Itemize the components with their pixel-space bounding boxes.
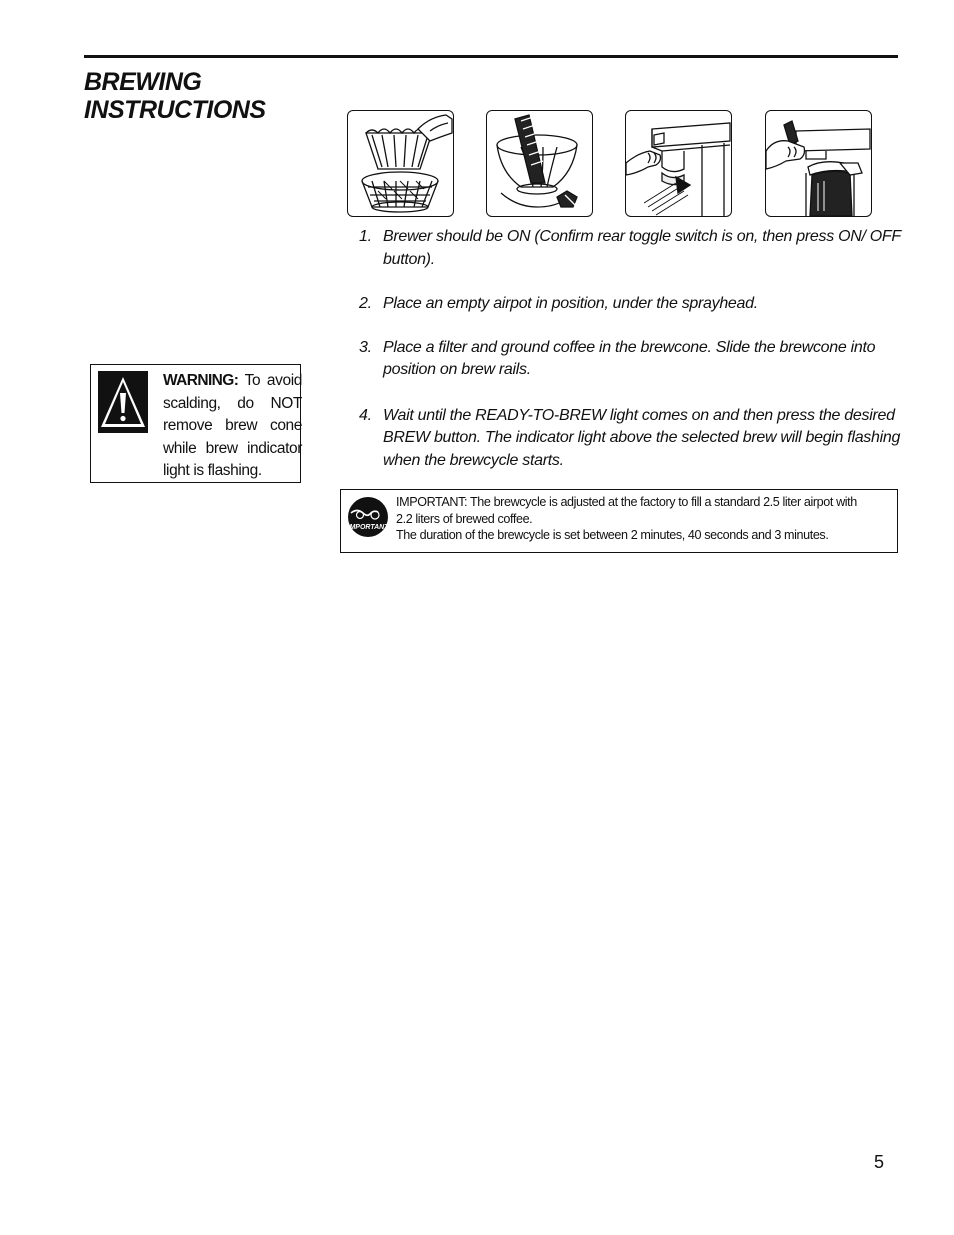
exclamation-triangle-icon (98, 371, 148, 433)
important-note-box (340, 489, 898, 553)
brewing-step (356, 226, 901, 271)
warning-box (90, 364, 301, 483)
important-line-1: IMPORTANT: The brewcycle is adjusted at the factory to fill a standard 2.5 liter airpot with (396, 495, 857, 509)
brewing-step (356, 337, 901, 382)
step-text: Wait until the READY-TO-BREW light comes on and then press the desired BREW button. The indicator light above the selected brew will begin flashing when the brewcycle starts. (383, 406, 901, 469)
brewing-step (356, 293, 901, 316)
step-number: 1. (359, 228, 372, 245)
page-number: 5 (874, 1152, 885, 1172)
warning-label: WARNING: (163, 372, 239, 389)
step-number: 4. (359, 406, 372, 424)
top-rule (84, 55, 898, 58)
warning-text (163, 370, 302, 483)
step-text: Place a filter and ground coffee in the brewcone. Slide the brewcone into position on brew rails. (383, 338, 876, 378)
step-text: Brewer should be ON (Confirm rear toggle switch is on, then press ON/ OFF button). (383, 228, 901, 268)
step-number: 2. (359, 295, 372, 312)
illustration-strip (347, 110, 872, 217)
important-glasses-icon (345, 496, 391, 538)
airpot-sprayhead-illustration (765, 110, 872, 217)
brewing-step (356, 405, 901, 473)
page-title-line-2: INSTRUCTIONS (84, 96, 266, 124)
important-note-text (396, 494, 900, 544)
page-title-line-1: BREWING (84, 68, 202, 96)
important-line-2: 2.2 liters of brewed coffee. (396, 511, 533, 526)
brewing-steps-list (356, 226, 901, 472)
important-line-3: The duration of the brewcycle is set between 2 minutes, 40 seconds and 3 minutes. (396, 528, 829, 542)
important-icon-label: IMPORTANT (347, 524, 389, 531)
filter-basket-illustration (347, 110, 454, 217)
page-title (84, 68, 324, 124)
step-text: Place an empty airpot in position, under the sprayhead. (383, 295, 758, 312)
warning-message: To avoid scalding, do NOT remove brew cone while brew indicator light is flashing. (163, 372, 302, 479)
step-number: 3. (359, 338, 372, 356)
coffee-grounds-illustration (486, 110, 593, 217)
brewcone-rails-illustration (625, 110, 732, 217)
